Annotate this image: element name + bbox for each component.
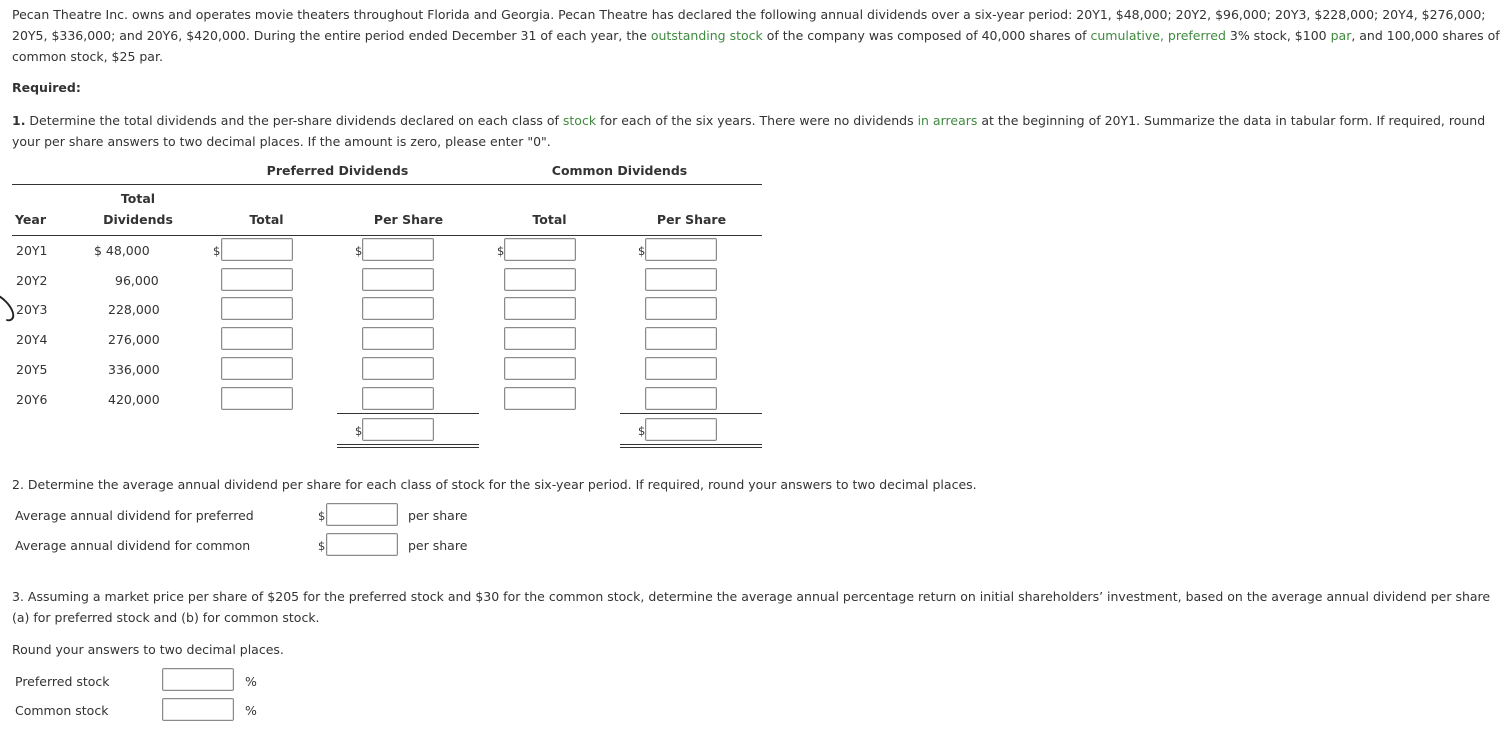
input-average-preferred-dividend[interactable]: [326, 503, 398, 526]
question-number: 1.: [12, 113, 26, 128]
currency-symbol: $: [355, 244, 363, 258]
glossary-link-in-arrears[interactable]: in arrears: [917, 113, 978, 128]
problem-intro: [12, 4, 1507, 67]
header-common-dividends: Common Dividends: [551, 163, 688, 178]
row-year: 20Y1: [16, 243, 48, 258]
input-preferred-total-20y6[interactable]: [221, 387, 293, 410]
input-common-total-20y1[interactable]: [504, 238, 576, 261]
input-common-total-20y6[interactable]: [504, 387, 576, 410]
row-total-dividends: 336,000: [108, 362, 160, 377]
input-preferred-per-share-20y4[interactable]: [362, 327, 434, 350]
common-subtotal-rule: [620, 413, 762, 414]
row-total-dividends: 96,000: [115, 273, 159, 288]
input-common-return-percent[interactable]: [162, 698, 234, 721]
intro-text: Pecan Theatre Inc. owns and operates movie theaters throughout Florida and Georgia. Pecan Theatre has declared the following annual dividends over a six-year period: 20Y1, $48,000; 20Y2, $96,000; 20Y3, $228,000; 20Y4, $276,000; 20Y5, $336,000; and 20Y6, $420,000. During the entire period ended December 31 of each year, the: [12, 7, 1486, 43]
input-preferred-return-percent[interactable]: [162, 668, 234, 691]
unit-per-share: per share: [408, 538, 468, 553]
row-year: 20Y2: [16, 273, 48, 288]
glossary-link-par[interactable]: par: [1330, 28, 1352, 43]
input-common-per-share-20y1[interactable]: [645, 238, 717, 261]
question-2-text: 2. Determine the average annual dividend per share for each class of stock for the six-year period. If required, round your answers to two decimal places.: [12, 477, 977, 492]
currency-symbol: $: [638, 424, 646, 438]
row-total-dividends: $ 48,000: [94, 243, 150, 258]
header-year: Year: [15, 212, 46, 227]
label-average-preferred: Average annual dividend for preferred: [15, 508, 254, 523]
input-preferred-total-20y4[interactable]: [221, 327, 293, 350]
question-3-text: 3. Assuming a market price per share of $205 for the preferred stock and $30 for the common stock, determine the average annual percentage return on initial shareholders’ investment, based on the average annual dividend per share (a) for preferred stock and (b) for common stock.: [12, 589, 1491, 625]
row-year: 20Y5: [16, 362, 48, 377]
input-common-per-share-total[interactable]: [645, 418, 717, 441]
input-common-per-share-20y2[interactable]: [645, 268, 717, 291]
table-header-rule: [12, 235, 762, 236]
currency-symbol: $: [355, 424, 363, 438]
header-total-dividends-line1: Total: [120, 191, 156, 206]
q1-text: Determine the total dividends and the per-share dividends declared on each class of: [25, 113, 563, 128]
input-common-per-share-20y5[interactable]: [645, 357, 717, 380]
row-year: 20Y3: [16, 302, 48, 317]
table-top-rule: [12, 184, 762, 185]
input-preferred-per-share-20y2[interactable]: [362, 268, 434, 291]
header-preferred-total: Total: [249, 212, 284, 227]
row-total-dividends: 228,000: [108, 302, 160, 317]
header-common-per-share: Per Share: [656, 212, 727, 227]
label-average-common: Average annual dividend for common: [15, 538, 251, 553]
intro-text: 3% stock, $100: [1225, 28, 1331, 43]
unit-percent: %: [245, 674, 257, 689]
currency-symbol: $: [638, 244, 646, 258]
input-common-per-share-20y4[interactable]: [645, 327, 717, 350]
input-common-total-20y4[interactable]: [504, 327, 576, 350]
glossary-link-stock[interactable]: stock: [562, 113, 597, 128]
common-total-double-rule: [620, 444, 762, 448]
input-common-per-share-20y3[interactable]: [645, 297, 717, 320]
intro-text: of the company was composed of 40,000 shares of: [762, 28, 1091, 43]
input-preferred-per-share-20y5[interactable]: [362, 357, 434, 380]
input-preferred-total-20y3[interactable]: [221, 297, 293, 320]
required-label: Required:: [12, 80, 81, 95]
row-year: 20Y6: [16, 392, 48, 407]
input-preferred-per-share-total[interactable]: [362, 418, 434, 441]
input-common-total-20y2[interactable]: [504, 268, 576, 291]
glossary-link-outstanding-stock[interactable]: outstanding stock: [650, 28, 763, 43]
row-total-dividends: 276,000: [108, 332, 160, 347]
input-common-total-20y3[interactable]: [504, 297, 576, 320]
q1-text: for each of the six years. There were no dividends: [596, 113, 918, 128]
header-preferred-per-share: Per Share: [373, 212, 444, 227]
header-total-dividends-line2: Dividends: [103, 212, 173, 227]
row-total-dividends: 420,000: [108, 392, 160, 407]
currency-symbol: $: [497, 244, 505, 258]
input-preferred-total-20y2[interactable]: [221, 268, 293, 291]
input-average-common-dividend[interactable]: [326, 533, 398, 556]
q1-text: at the beginning of 20Y1. Summarize the data in tabular form. If required, round your per share answers to two decimal places. If the amount is zero, please enter "0".: [12, 113, 1486, 149]
round-note: Round your answers to two decimal places.: [12, 642, 284, 657]
input-common-total-20y5[interactable]: [504, 357, 576, 380]
input-preferred-total-20y1[interactable]: [221, 238, 293, 261]
input-preferred-per-share-20y6[interactable]: [362, 387, 434, 410]
input-preferred-per-share-20y1[interactable]: [362, 238, 434, 261]
intro-text: , and 100,000 shares of common stock, $25 par.: [12, 28, 1500, 64]
row-year: 20Y4: [16, 332, 48, 347]
input-common-per-share-20y6[interactable]: [645, 387, 717, 410]
glossary-link-cumulative-preferred[interactable]: cumulative, preferred: [1090, 28, 1226, 43]
question-1-text: [12, 110, 1507, 152]
label-common-stock: Common stock: [15, 703, 109, 718]
unit-per-share: per share: [408, 508, 468, 523]
input-preferred-total-20y5[interactable]: [221, 357, 293, 380]
input-preferred-per-share-20y3[interactable]: [362, 297, 434, 320]
preferred-subtotal-rule: [337, 413, 479, 414]
unit-percent: %: [245, 703, 257, 718]
preferred-total-double-rule: [337, 444, 479, 448]
label-preferred-stock: Preferred stock: [15, 674, 110, 689]
currency-symbol: $: [318, 539, 326, 553]
currency-symbol: $: [213, 244, 221, 258]
header-preferred-dividends: Preferred Dividends: [266, 163, 409, 178]
currency-symbol: $: [318, 509, 326, 523]
header-common-total: Total: [532, 212, 567, 227]
